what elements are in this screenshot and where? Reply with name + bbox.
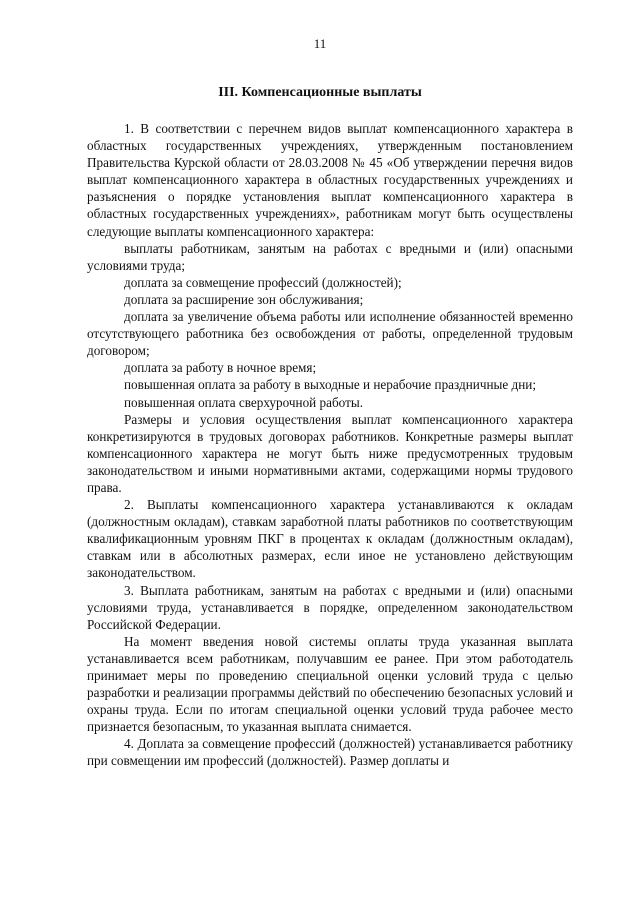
paragraph: Размеры и условия осуществления выплат компенсационного характера конкретизируются в трудовых договорах работников. Конкретные размеры выплат компенсационного характера не могут быть ниже предусмотренных трудовым законодательством и иными нормативными актами, содержащими нормы трудового права. <box>87 411 573 495</box>
paragraph: 2. Выплаты компенсационного характера устанавливаются к окладам (должностным окладам), ставкам заработной платы работников по соответствующим квалификационным уровням ПКГ в процентах к окладам (должностным окладам), ставкам или в абсолютных размерах, если иное не установлено действующим законодательством. <box>87 497 573 581</box>
list-item: повышенная оплата сверхурочной работы. <box>124 394 364 410</box>
document-body <box>87 120 573 770</box>
list-item: доплата за расширение зон обслуживания; <box>124 291 364 307</box>
paragraph: 1. В соответствии с перечнем видов выплат компенсационного характера в областных государственных учреждениях, утвержденным постановлением Правительства Курской области от 28.03.2008 № 45 «Об утверждении перечня видов выплат компенсационного характера в областных государственных учреждениях и разъяснения о порядке установления выплат компенсационного характера в областных государственных учреждениях», работникам могут быть осуществлены следующие выплаты компенсационного характера: <box>87 121 573 239</box>
list-item: доплата за увеличение объема работы или исполнение обязанностей временно отсутствующего работника без освобождения от работы, определенной трудовым договором; <box>87 309 573 359</box>
list-item: выплаты работникам, занятым на работах с вредными и (или) опасными условиями труда; <box>87 240 573 273</box>
paragraph: 3. Выплата работникам, занятым на работах с вредными и (или) опасными условиями труда, устанавливается в порядке, определенном законодательством Российской Федерации. <box>87 582 573 632</box>
list-item: доплата за совмещение профессий (должностей); <box>124 274 402 290</box>
paragraph: 4. Доплата за совмещение профессий (должностей) устанавливается работнику при совмещении им профессий (должностей). Размер доплаты и <box>87 736 573 769</box>
paragraph: На момент введения новой системы оплаты труда указанная выплата устанавливается всем работникам, получавшим ее ранее. При этом работодатель принимает меры по проведению специальной оценки условий труда с целью разработки и реализации программы действий по обеспечению безопасных условий и охраны труда. Если по итогам специальной оценки условий труда рабочее место признается безопасным, то указанная выплата снимается. <box>87 633 573 735</box>
list-item: повышенная оплата за работу в выходные и нерабочие праздничные дни; <box>124 377 537 393</box>
list-item: доплата за работу в ночное время; <box>124 360 317 376</box>
section-heading: III. Компенсационные выплаты <box>218 85 422 100</box>
page-number: 11 <box>313 36 327 51</box>
